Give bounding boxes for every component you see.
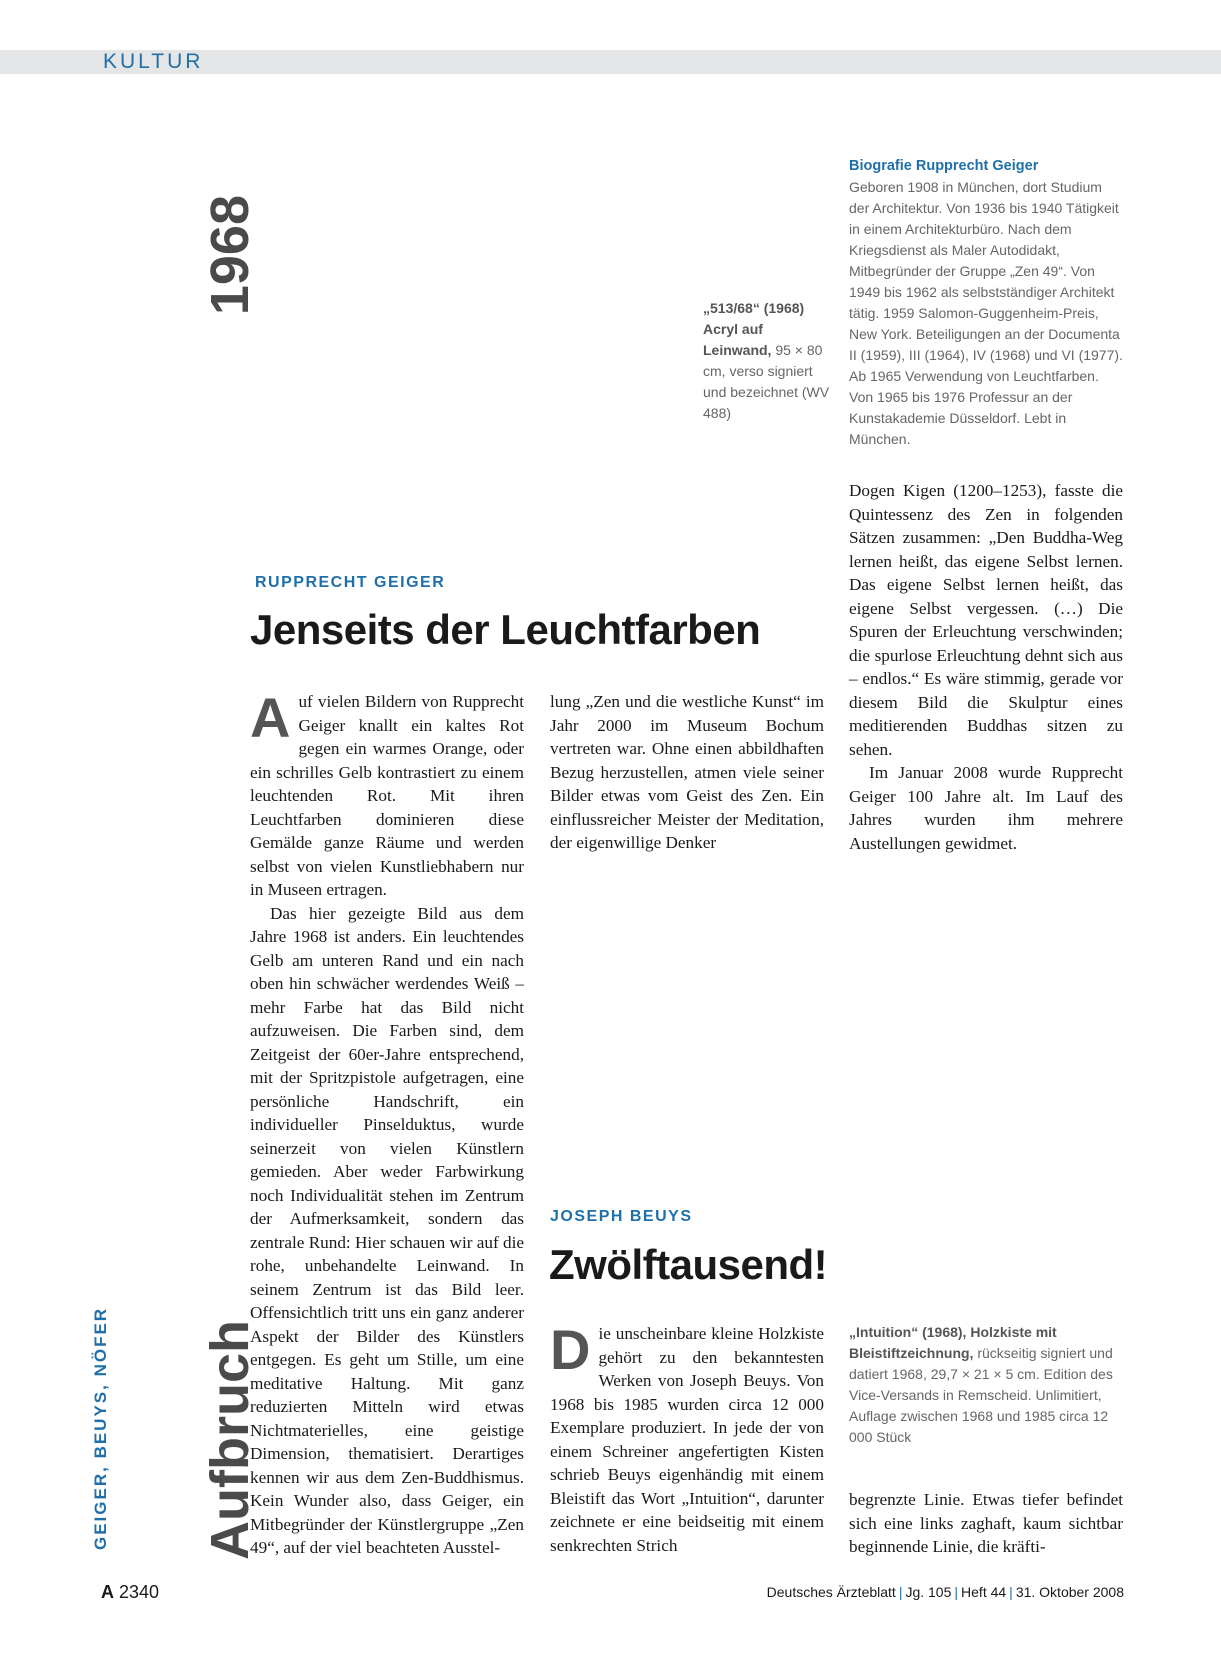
article-headline: Jenseits der Leuchtfarben [250,606,761,653]
paragraph: Das hier gezeigte Bild aus dem Jahre 1968 ist anders. Ein leuchtendes Gelb am unteren Rand und ein nach oben hin schwächer werdendes Weiß – mehr Farbe hat das Bild nicht aufzuweisen. Die Farben sind, dem Zeitgeist der 60er-Jahre entsprechend, mit der Spritzpistole aufgetragen, eine persönliche Handschrift, ein individueller Pinselduktus, wurde seinerzeit von vielen Künstlern gemieden. Aber weder Farbwirkung noch Individualität stehen im Zentrum der Aufmerksamkeit, sondern das zentrale Rund: Hier schauen wir auf die rohe, unbehandelte Leinwand. In seinem Zentrum ist das Bild leer. Offensichtlich tritt uns ein ganz anderer Aspekt der Bilder des Künstlers entgegen. Es geht um Stille, um eine meditative Haltung. Mit ganz reduzierten Mitteln wird etwas Nichtmaterielles, eine geistige Dimension, thematisiert. Derartiges kennen wir aus dem Zen-Buddhismus. Kein Wunder also, dass Geiger, ein Mitbegründer der Künstlergruppe „Zen 49“, auf der viel beachteten Ausstel- [250,903,524,1557]
paragraph: Dogen Kigen (1200–1253), fasste die Quintessenz des Zen in folgenden Sätzen zusammen: „Den Buddha-Weg lernen heißt, das eigene Selbst lernen. Das eigene Selbst lernen heißt, das eigene Selbst vergessen. (…) Die Spuren der Erleuchtung verschwinden; die spurlose Erleuchtung dehnt sich aus – endlos.“ Es wäre stimmig, gerade vor diesem Bild die Skulptur eines meditierenden Buddhas sitzen zu sehen. [849,481,1123,759]
article-column-2 [550,690,824,855]
article-kicker: JOSEPH BEUYS [550,1208,693,1225]
journal-info: Deutsches Ärzteblatt | Jg. 105 | Heft 44 | 31. Oktober 2008 [766,1584,1124,1600]
article-headline: Zwölftausend! [549,1241,828,1288]
biography-text: Geboren 1908 in München, dort Studium der Architektur. Von 1936 bis 1940 Tätigkeit in einem Architekturbüro. Nach dem Kriegsdienst als Maler Autodidakt, Mitbegründer der Gruppe „Zen 49“. Von 1949 bis 1962 als selbstständiger Architekt tätig. 1959 Salomon-Guggenheim-Preis, New York. Beteiligungen an der Documenta II (1959), III (1964), IV (1968) und VI (1977). Ab 1965 Verwendung von Leuchtfarben. Von 1965 bis 1976 Professur an der Kunstakademie Düsseldorf. Lebt in München. [849,179,1123,447]
paragraph: uf vielen Bildern von Rupprecht Geiger knallt ein kaltes Rot gegen ein warmes Orange, oder ein schrilles Gelb kontrastiert zu einem leuchtenden Rot. Mit ihren Leuchtfarben dominieren diese Gemälde ganze Räume und werden selbst von vielen Kunstliebhabern nur in Museen ertragen. [250,692,524,899]
drop-cap: D [550,1318,591,1381]
section-label: KULTUR [103,50,204,73]
journal-date: 31. Oktober 2008 [1015,1584,1124,1600]
image-caption-beuys [849,1322,1124,1448]
page-number: A 2340 [101,1582,160,1602]
article-kicker: RUPPRECHT GEIGER [255,574,446,591]
journal-volume: Jg. 105 [905,1584,952,1600]
article-column-2 [550,1318,824,1557]
journal-name: Deutsches Ärzteblatt [766,1584,896,1600]
caption-title: „Intuition“ (1968), Holzkiste mit Bleistiftzeichnung, [849,1324,1057,1361]
journal-issue: Heft 44 [961,1584,1007,1600]
biography-box [849,156,1124,450]
article-column-1 [250,686,524,1560]
article-column-3 [849,479,1123,855]
caption-text: 95 × 80 cm, verso signiert und bezeichnet (WV 488) [703,342,830,421]
paragraph: ie unscheinbare kleine Holzkiste gehört zu den bekanntesten Werken von Joseph Beuys. Von 1968 bis 1985 wurden circa 12 000 Exemplare produziert. In jede der von einem Schreiner angefertigten Kisten schrieb Beuys eigenhändig mit einem Bleistift das Wort „Intuition“, darunter zeichnete er eine beidseitig mit einem senkrechten Strich [550,1324,824,1555]
vertical-subtitle: GEIGER, BEUYS, NÖFER [91,1306,110,1550]
paragraph: Im Januar 2008 wurde Rupprecht Geiger 100 Jahre alt. Im Lauf des Jahres wurden ihm mehrere Austellungen gewidmet. [849,763,1123,853]
biography-title: Biografie Rupprecht Geiger [849,158,1039,174]
paragraph: begrenzte Linie. Etwas tiefer befindet sich eine links zaghaft, kaum sichtbar beginnende Linie, die kräfti- [849,1490,1123,1556]
caption-text: rückseitig signiert und datiert 1968, 29,7 × 21 × 5 cm. Edition des Vice-Versands in Remscheid. Unlimitiert, Auflage zwischen 1968 und 1985 circa 12 000 Stück [849,1345,1113,1445]
vertical-title: Aufbruch 1968 [200,195,260,1560]
image-caption-geiger [703,298,833,424]
paragraph: lung „Zen und die westliche Kunst“ im Jahr 2000 im Museum Bochum vertreten war. Ohne einen abbildhaften Bezug herzustellen, atmen viele seiner Bilder etwas vom Geist des Zen. Ein einflussreicher Meister der Meditation, der eigenwillige Denker [550,692,824,852]
drop-cap: A [250,686,291,749]
caption-title: „513/68“ (1968) Acryl auf Leinwand, [703,300,805,358]
article-column-3 [849,1488,1123,1559]
